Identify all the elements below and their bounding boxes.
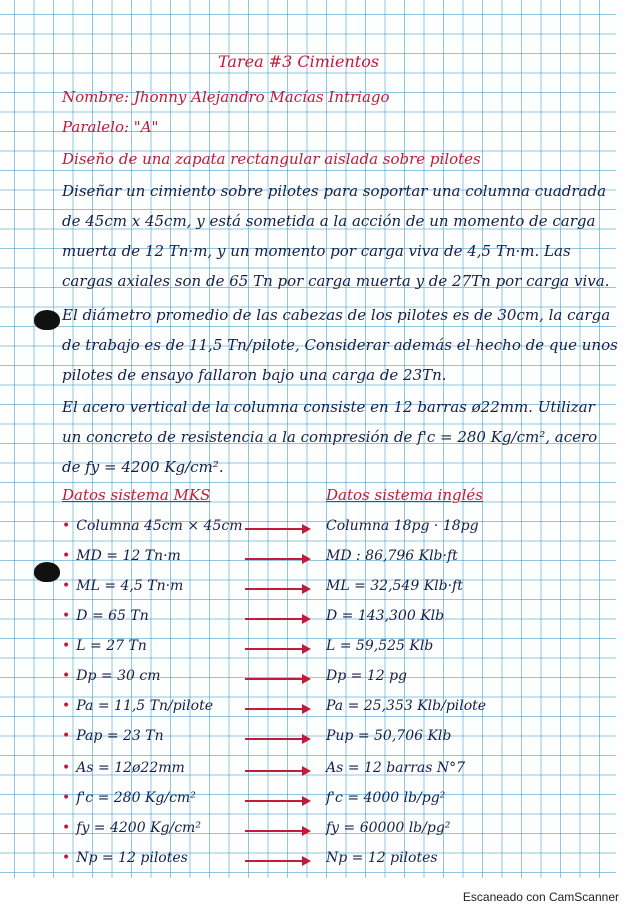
mks-value <box>62 518 242 534</box>
mks-value-text: Dp = 30 cm <box>76 668 161 684</box>
english-value: ML = 32,549 Klb·ft <box>326 578 463 594</box>
bullet-icon: • <box>62 638 71 654</box>
mks-value-text: D = 65 Tn <box>76 608 149 624</box>
mks-value <box>62 668 160 684</box>
english-value: D = 143,300 Klb <box>326 608 445 624</box>
english-value: Pa = 25,353 Klb/pilote <box>326 698 487 714</box>
bullet-icon: • <box>62 850 71 866</box>
mks-value <box>62 638 147 654</box>
bullet-icon: • <box>62 760 71 776</box>
body-line: muerta de 12 Tn·m, y un momento por carga viva de 4,5 Tn·m. Las <box>62 242 571 260</box>
parallel-label: Paralelo: "A" <box>62 118 159 136</box>
mks-value-text: MD = 12 Tn·m <box>76 548 181 564</box>
body-line: de 45cm x 45cm, y está sometida a la acción de un momento de carga <box>62 212 596 230</box>
arrow-icon <box>245 618 309 620</box>
body-line: cargas axiales son de 65 Tn por carga muerta y de 27Tn por carga viva. <box>62 272 610 290</box>
mks-value <box>62 820 201 836</box>
body-line: Diseñar un cimiento sobre pilotes para soportar una columna cuadrada <box>62 182 607 200</box>
bullet-icon: • <box>62 668 71 684</box>
mks-value-text: fy = 4200 Kg/cm² <box>76 820 201 836</box>
body-line: El acero vertical de la columna consiste en 12 barras ø22mm. Utilizar <box>62 398 595 416</box>
mks-value-text: As = 12ø22mm <box>76 760 185 776</box>
arrow-icon <box>245 830 309 832</box>
arrow-icon <box>245 558 309 560</box>
binder-hole-icon <box>34 310 60 330</box>
mks-value <box>62 578 183 594</box>
arrow-icon <box>245 738 309 740</box>
body-line: un concreto de resistencia a la compresión de f'c = 280 Kg/cm², acero <box>62 428 598 446</box>
english-value: f'c = 4000 lb/pg² <box>326 790 446 806</box>
english-value: Pup = 50,706 Klb <box>326 728 452 744</box>
english-value: L = 59,525 Klb <box>326 638 434 654</box>
mks-value <box>62 608 149 624</box>
mks-value <box>62 850 188 866</box>
mks-value <box>62 790 196 806</box>
mks-value-text: Pap = 23 Tn <box>76 728 164 744</box>
binder-hole-icon <box>34 562 60 582</box>
bullet-icon: • <box>62 548 71 564</box>
problem-subtitle: Diseño de una zapata rectangular aislada sobre pilotes <box>62 150 481 168</box>
arrow-icon <box>245 588 309 590</box>
arrow-icon <box>245 648 309 650</box>
bullet-icon: • <box>62 608 71 624</box>
body-line: pilotes de ensayo fallaron bajo una carga de 23Tn. <box>62 366 447 384</box>
bullet-icon: • <box>62 578 71 594</box>
bullet-icon: • <box>62 518 71 534</box>
mks-value-text: Np = 12 pilotes <box>76 850 188 866</box>
bullet-icon: • <box>62 698 71 714</box>
mks-value-text: Pa = 11,5 Tn/pilote <box>76 698 213 714</box>
english-value: fy = 60000 lb/pg² <box>326 820 451 836</box>
bullet-icon: • <box>62 728 71 744</box>
body-line: El diámetro promedio de las cabezas de los pilotes es de 30cm, la carga <box>62 306 611 324</box>
body-line: de fy = 4200 Kg/cm². <box>62 458 224 476</box>
mks-value <box>62 698 213 714</box>
mks-value-text: ML = 4,5 Tn·m <box>76 578 184 594</box>
bullet-icon: • <box>62 790 71 806</box>
english-value: As = 12 barras N°7 <box>326 760 466 776</box>
english-value: Columna 18pg · 18pg <box>326 518 479 534</box>
mks-data-header: Datos sistema MKS <box>62 486 211 504</box>
arrow-icon <box>245 770 309 772</box>
english-value: MD : 86,796 Klb·ft <box>326 548 458 564</box>
arrow-icon <box>245 708 309 710</box>
mks-value <box>62 548 181 564</box>
arrow-icon <box>245 678 309 680</box>
english-data-header: Datos sistema inglés <box>326 486 483 504</box>
page-title: Tarea #3 Cimientos <box>218 52 380 71</box>
bullet-icon: • <box>62 820 71 836</box>
mks-value <box>62 728 164 744</box>
english-value: Np = 12 pilotes <box>326 850 438 866</box>
arrow-icon <box>245 860 309 862</box>
arrow-icon <box>245 528 309 530</box>
student-name: Nombre: Jhonny Alejandro Macías Intriago <box>62 88 390 106</box>
arrow-icon <box>245 800 309 802</box>
english-value: Dp = 12 pg <box>326 668 408 684</box>
scanner-watermark: Escaneado con CamScanner <box>462 890 619 904</box>
mks-value-text: Columna 45cm × 45cm <box>76 518 243 534</box>
mks-value <box>62 760 185 776</box>
mks-value-text: L = 27 Tn <box>76 638 147 654</box>
body-line: de trabajo es de 11,5 Tn/pilote, Considerar además el hecho de que unos <box>62 336 618 354</box>
mks-value-text: f'c = 280 Kg/cm² <box>76 790 196 806</box>
